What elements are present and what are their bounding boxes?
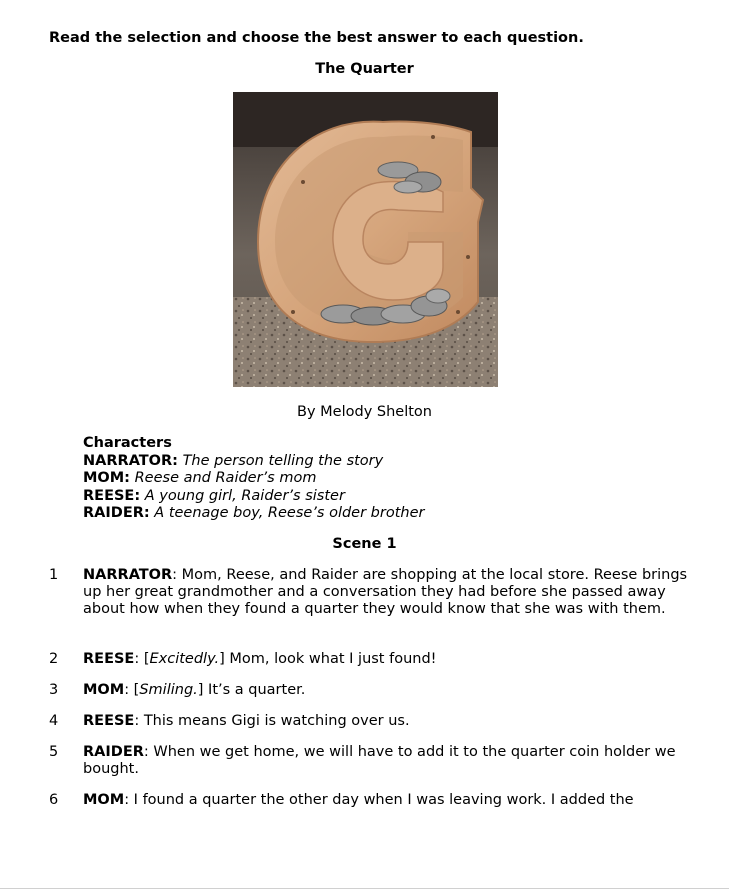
story-title: The Quarter [315,61,414,77]
paragraph-number: 4 [49,713,59,729]
paragraph-number: 2 [49,651,59,667]
scene-heading: Scene 1 [332,536,397,552]
byline: By Melody Shelton [297,404,432,420]
stage-direction: Smiling. [139,682,198,698]
paragraph-number: 5 [49,744,59,760]
character-desc: A young girl, Raider’s sister [144,487,345,504]
speaker: MOM [83,682,125,698]
character-name: REESE: [83,487,141,504]
character-entry [83,488,424,506]
character-desc: Reese and Raider’s mom [134,470,317,486]
paragraph [49,744,689,778]
characters-heading: Characters [83,435,172,451]
characters-list [83,435,424,523]
paragraph: 2 REESE: [Excitedly.] Mom, look what I just found! [49,651,437,667]
speaker: REESE [83,651,135,667]
paragraph [49,792,689,809]
character-entry [83,505,424,523]
paragraph [49,567,689,618]
character-name: NARRATOR: [83,452,178,469]
character-entry [83,470,424,488]
character-desc: The person telling the story [182,452,384,469]
paragraph-text: : When we get home, we will have to add it to the quarter coin holder we bought. [83,744,676,777]
paragraph-number: 1 [49,567,59,583]
character-name: RAIDER: [83,505,150,521]
character-desc: A teenage boy, Reese’s older brother [154,505,425,521]
paragraph-text: : I found a quarter the other day when I was leaving work. I added the [124,792,634,808]
paragraph [49,713,689,730]
character-name: MOM: [83,470,130,486]
page-divider [0,888,729,889]
speaker: NARRATOR [83,567,173,583]
paragraph-text: It’s a quarter. [203,682,306,698]
speaker: REESE [83,713,135,729]
paragraph-number: 6 [49,792,59,808]
paragraph-text: : This means Gigi is watching over us. [134,713,410,729]
paragraph-text: Mom, look what I just found! [224,651,437,667]
paragraph: 3 MOM: [Smiling.] It’s a quarter. [49,682,306,698]
instructions: Read the selection and choose the best answer to each question. [49,30,584,46]
speaker: RAIDER [83,744,144,760]
coin-holder-photo [233,92,498,387]
character-entry [83,453,424,471]
paragraph-text: : Mom, Reese, and Raider are shopping at the local store. Reese brings up her great grandmother and a conversation they had before she passed away about how when they found a quarter they would know that she was with them. [83,567,688,617]
speaker: MOM [83,792,125,808]
stage-direction: Excitedly. [149,651,220,667]
paragraph-number: 3 [49,682,59,698]
